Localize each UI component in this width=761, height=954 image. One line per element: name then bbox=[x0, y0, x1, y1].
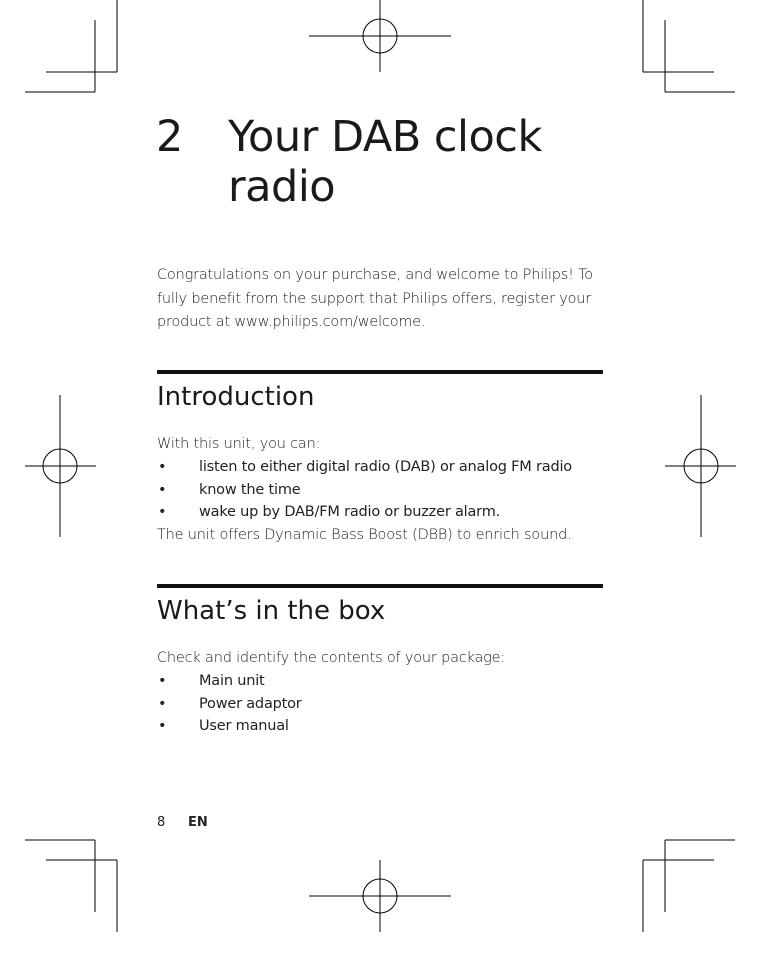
introduction-closing: The unit offers Dynamic Bass Boost (DBB) to enrich sound. bbox=[157, 527, 572, 543]
introduction-list bbox=[157, 456, 607, 524]
bullet-icon: • bbox=[158, 481, 167, 498]
bullet-icon: • bbox=[158, 695, 167, 712]
bullet-icon: • bbox=[158, 673, 167, 689]
box-contents-lead: Check and identify the contents of your package: bbox=[157, 650, 506, 666]
bullet-icon: • bbox=[158, 718, 167, 735]
bullet-icon: • bbox=[158, 504, 167, 521]
section-divider bbox=[157, 370, 603, 374]
list-item: • know the time bbox=[157, 479, 607, 502]
list-item: • Power adaptor bbox=[157, 693, 607, 716]
language-code: EN bbox=[188, 815, 208, 830]
box-contents-list bbox=[157, 670, 607, 738]
section-divider bbox=[157, 584, 603, 588]
introduction-heading: Introduction bbox=[157, 382, 315, 412]
list-item: • Main unit bbox=[157, 670, 607, 693]
list-item: • wake up by DAB/FM radio or buzzer alarm. bbox=[157, 501, 607, 524]
introduction-lead: With this unit, you can: bbox=[157, 436, 321, 452]
page-number: 8 bbox=[157, 815, 166, 830]
list-item: • User manual bbox=[157, 715, 607, 738]
chapter-number: 2 bbox=[156, 112, 183, 162]
box-contents-heading: What’s in the box bbox=[157, 596, 386, 626]
chapter-title: Your DAB clock radio bbox=[228, 112, 542, 212]
bullet-icon: • bbox=[158, 459, 167, 475]
welcome-paragraph: Congratulations on your purchase, and welcome to Philips! To fully benefit from the support that Philips offers, register your product at www.philips.com/welcome. bbox=[157, 267, 593, 330]
list-item: • listen to either digital radio (DAB) or analog FM radio bbox=[157, 456, 607, 479]
